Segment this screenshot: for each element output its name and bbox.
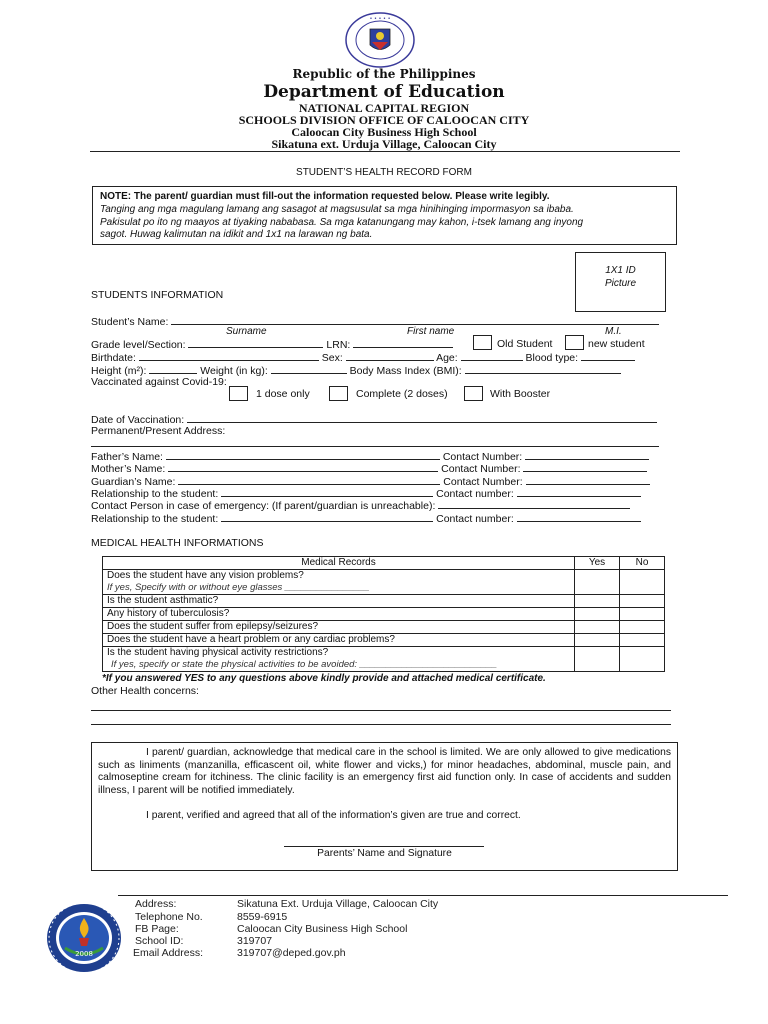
region-line: NATIONAL CAPITAL REGION (298, 101, 470, 115)
relationship-input-1[interactable] (221, 487, 433, 497)
mother-row (91, 462, 647, 475)
surname-caption: Surname (226, 326, 267, 337)
question-epilepsy: Does the student suffer from epilepsy/seizures? (103, 621, 575, 634)
other-concerns-label: Other Health concerns: (91, 685, 199, 697)
student-name-label: Student’s Name: (91, 316, 169, 328)
emergency-row (91, 499, 630, 512)
note-line-1: NOTE: The parent/ guardian must fill-out the information requested below. Please write legibly. (100, 191, 550, 202)
complete-doses-label: Complete (2 doses) (356, 388, 448, 400)
tuberculosis-no-cell[interactable] (620, 608, 665, 621)
grade-row (91, 338, 453, 351)
medical-heading: MEDICAL HEALTH INFORMATIONS (91, 537, 264, 549)
logo-year: 2008 (75, 950, 93, 958)
col-no: No (620, 557, 665, 570)
sex-label: Sex: (321, 352, 343, 364)
vision-no-cell[interactable] (620, 570, 665, 595)
relationship-contact-label-1: Contact number: (436, 488, 514, 500)
weight-label: Weight (in kg): (200, 365, 268, 377)
division-line: SCHOOLS DIVISION OFFICE OF CALOOCAN CITY (238, 113, 530, 127)
booster-label: With Booster (490, 388, 551, 400)
father-contact-input[interactable] (525, 450, 649, 460)
note-line-2: Tanging ang mga magulang lamang ang sasagot at magsusulat sa mga hinihinging impormasyon sa ibaba. (100, 204, 574, 215)
photo-label-1: 1X1 ID (605, 265, 636, 276)
question-vision-sub: If yes, Specify with or without eye glasses ________________ (107, 582, 370, 593)
emergency-label: Contact Person in case of emergency: (If parent/guardian is unreachable): (91, 500, 436, 512)
footer-email-label: Email Address: (133, 947, 204, 959)
weight-input[interactable] (271, 364, 347, 374)
father-contact-label: Contact Number: (442, 451, 523, 463)
first-name-caption: First name (407, 326, 455, 337)
footer-address-label: Address: (135, 898, 177, 910)
heart-no-cell[interactable] (620, 634, 665, 647)
asthma-no-cell[interactable] (620, 595, 665, 608)
emergency-input[interactable] (438, 499, 630, 509)
question-tuberculosis: Any history of tuberculosis? (103, 608, 575, 621)
medical-records-table (102, 556, 665, 672)
note-line-4: sagot. Huwag kalimutan na idikit and 1x1 na larawan ng bata. (100, 229, 373, 240)
footer-address-value: Sikatuna Ext. Urduja Village, Caloocan City (237, 898, 439, 910)
question-activity (103, 647, 575, 672)
footer-email-value[interactable]: 319707@deped.gov.ph (237, 947, 346, 959)
mother-contact-label: Contact Number: (441, 463, 521, 475)
blood-type-input[interactable] (581, 351, 635, 361)
grade-level-label: Grade level/Section: (91, 339, 186, 351)
header-divider (90, 151, 680, 152)
vaccinated-label: Vaccinated against Covid-19: (91, 376, 227, 388)
table-header-row (103, 557, 665, 570)
mother-input[interactable] (168, 462, 438, 472)
svg-text:• • • • •: • • • • • (369, 16, 391, 22)
bmi-input[interactable] (465, 364, 621, 374)
new-student-label: new student (588, 338, 645, 350)
relationship-label-2: Relationship to the student: (91, 513, 219, 525)
footer-phone-value: 8559-6915 (237, 911, 288, 923)
age-input[interactable] (461, 351, 523, 361)
other-concerns-line-2[interactable] (91, 724, 671, 725)
asthma-yes-cell[interactable] (575, 595, 620, 608)
vaccination-date-label: Date of Vaccination: (91, 414, 185, 426)
relationship-input-2[interactable] (221, 512, 433, 522)
department-title: Department of Education (263, 82, 505, 102)
note-line-3: Pakisulat po ito ng maayos at tiyaking nababasa. Sa mga katanungang may kahon, i-tsek lamang ang inyong (100, 217, 584, 228)
table-row (103, 621, 665, 634)
other-concerns-line-1[interactable] (91, 710, 671, 711)
signature-caption: Parents’ Name and Signature (317, 848, 452, 859)
footer-divider (118, 895, 728, 896)
school-address-line: Sikatuna ext. Urduja Village, Caloocan City (271, 137, 497, 151)
col-yes: Yes (575, 557, 620, 570)
school-logo (45, 902, 123, 974)
epilepsy-yes-cell[interactable] (575, 621, 620, 634)
footer-id-value: 319707 (237, 935, 273, 947)
sex-input[interactable] (346, 351, 434, 361)
father-input[interactable] (166, 450, 440, 460)
footer-id-label: School ID: (135, 935, 184, 947)
relationship-contact-label-2: Contact number: (436, 513, 514, 525)
heart-yes-cell[interactable] (575, 634, 620, 647)
republic-line: Republic of the Philippines (292, 67, 476, 81)
blood-type-label: Blood type: (525, 352, 579, 364)
acknowledgment-box (91, 742, 678, 871)
height-label: Height (m²): (91, 365, 147, 377)
question-vision-text: Does the student have any vision problems? (107, 570, 304, 581)
question-asthma: Is the student asthmatic? (103, 595, 575, 608)
bmi-label: Body Mass Index (BMI): (349, 365, 462, 377)
lrn-input[interactable] (353, 338, 453, 348)
footer-fb-label: FB Page: (135, 923, 179, 935)
vaccination-date-input[interactable] (187, 413, 657, 423)
student-name-input[interactable] (171, 315, 659, 325)
mi-caption: M.I. (605, 326, 622, 337)
table-row (103, 647, 665, 672)
guardian-label: Guardian’s Name: (91, 476, 176, 488)
guardian-input[interactable] (178, 475, 440, 485)
dose1-checkbox[interactable] (229, 386, 248, 401)
old-student-label: Old Student (497, 338, 553, 350)
activity-no-cell[interactable] (620, 647, 665, 672)
guardian-contact-input[interactable] (526, 475, 650, 485)
acknowledgment-paragraph: I parent/ guardian, acknowledge that medical care in the school is limited. We are only allowed to give medications such as liniments (manzanilla, efficascent oil, white flower and vicks,) for minor headaches, abdominal, muscle pain, and calmoseptine cream for itchiness. The clinic facility is an emergency first aid function only. In case of accidents and sudden illness, I parent will be notified immediately. (98, 747, 671, 796)
birthdate-row (91, 351, 635, 364)
form-title: STUDENT’S HEALTH RECORD FORM (296, 167, 472, 178)
medical-footnote: *If you answered YES to any questions above kindly provide and attached medical certificate. (102, 673, 546, 684)
question-vision (103, 570, 575, 595)
question-activity-sub: If yes, specify or state the physical activities to be avoided: __________________________ (111, 659, 498, 670)
col-medical-records: Medical Records (103, 557, 575, 570)
age-label: Age: (436, 352, 458, 364)
footer-fb-value: Caloocan City Business High School (237, 923, 408, 935)
student-name-row (91, 315, 659, 328)
old-student-checkbox[interactable] (473, 335, 492, 350)
table-row (103, 570, 665, 595)
table-row (103, 595, 665, 608)
complete-doses-checkbox[interactable] (329, 386, 348, 401)
footer-phone-label: Telephone No. (135, 911, 203, 923)
epilepsy-no-cell[interactable] (620, 621, 665, 634)
relationship-contact-input-2[interactable] (517, 512, 641, 522)
verification-paragraph: I parent, verified and agreed that all of the information’s given are true and correct. (146, 810, 521, 821)
new-student-checkbox[interactable] (565, 335, 584, 350)
birthdate-label: Birthdate: (91, 352, 136, 364)
relationship-contact-input-1[interactable] (517, 487, 641, 497)
birthdate-input[interactable] (139, 351, 319, 361)
note-box (92, 186, 677, 245)
height-input[interactable] (149, 364, 197, 374)
relationship-label-1: Relationship to the student: (91, 488, 219, 500)
guardian-contact-label: Contact Number: (443, 476, 523, 488)
question-activity-text: Is the student having physical activity restrictions? (107, 647, 329, 658)
signature-line[interactable] (284, 846, 484, 847)
dose1-label: 1 dose only (256, 388, 310, 400)
grade-level-input[interactable] (188, 338, 323, 348)
tuberculosis-yes-cell[interactable] (575, 608, 620, 621)
father-label: Father’s Name: (91, 451, 163, 463)
question-heart: Does the student have a heart problem or any cardiac problems? (103, 634, 575, 647)
students-info-heading: STUDENTS INFORMATION (91, 289, 224, 301)
mother-label: Mother’s Name: (91, 463, 166, 475)
mother-contact-input[interactable] (523, 462, 647, 472)
photo-label-2: Picture (604, 278, 637, 289)
school-line: Caloocan City Business High School (291, 125, 477, 139)
table-row (103, 608, 665, 621)
address-input[interactable] (91, 446, 659, 447)
address-label: Permanent/Present Address: (91, 425, 226, 437)
id-photo-box[interactable] (575, 252, 666, 312)
activity-yes-cell[interactable] (575, 647, 620, 672)
deped-seal-logo (344, 12, 416, 68)
vision-yes-cell[interactable] (575, 570, 620, 595)
relationship-row-2 (91, 512, 641, 525)
lrn-label: LRN: (326, 339, 351, 351)
booster-checkbox[interactable] (464, 386, 483, 401)
table-row (103, 634, 665, 647)
